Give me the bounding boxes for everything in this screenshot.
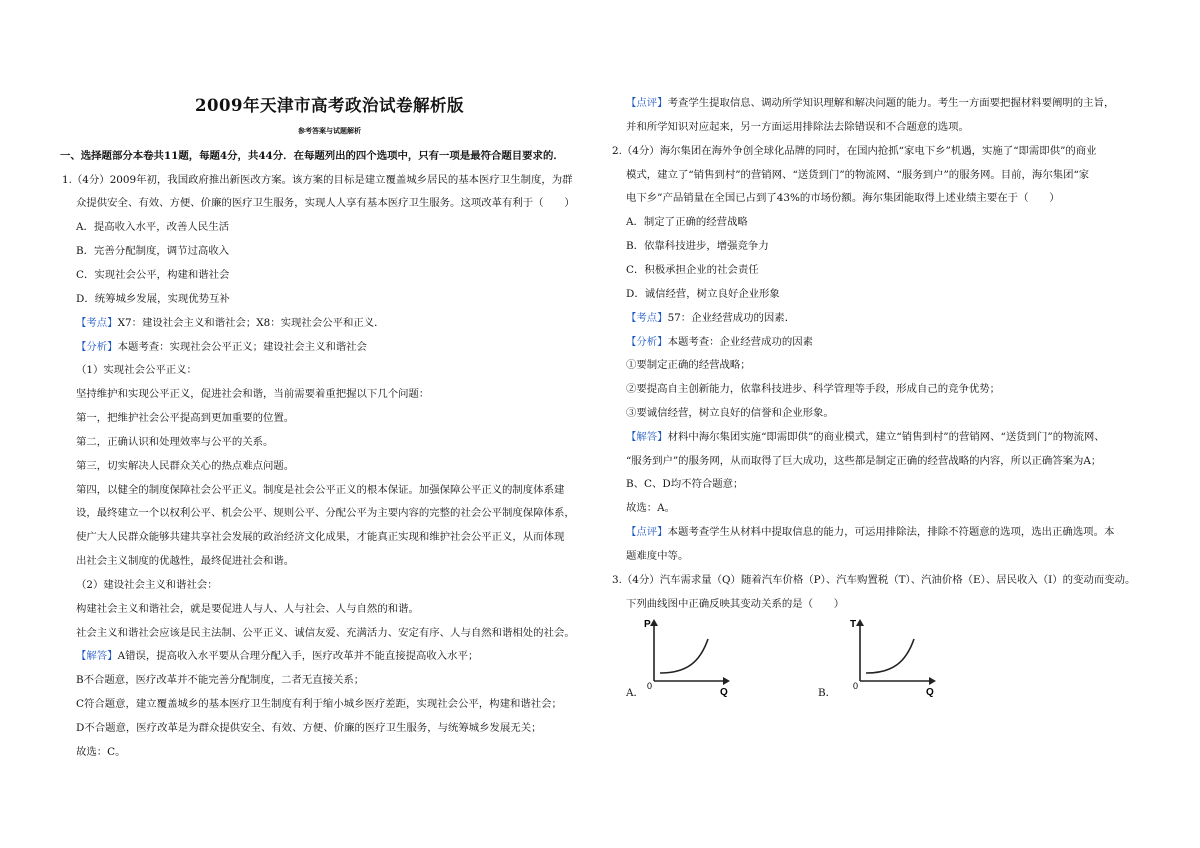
page-title: 2009年天津市高考政治试卷解析版 [195,96,464,115]
q3-graph-b [848,617,940,697]
kaodian-tag: 【考点】 [626,312,668,324]
dianping-text: 并和所学知识对应起来，另一方面运用排除法去除错误和不合题意的选项。 [626,121,969,133]
fenxi-text: 本题考查：实现社会公平正义；建设社会主义和谐社会 [117,341,367,353]
q1-jieda [62,649,478,663]
dianping-tag: 【点评】 [626,97,668,109]
jieda-line: D不合题意，医疗改革是为群众提供安全、有效、方便、价廉的医疗卫生服务，与统筹城乡发展无关； [76,722,542,734]
q2-stem: 电下乡”产品销量在全国已占到了43%的市场份额。海尔集团能取得上述业绩主要在于（ ） [626,192,1060,204]
analysis-line: 社会主义和谐社会应该是民主法制、公平正义、诚信友爱、充满活力、安定有序、人与自然和谐相处的社会。 [76,627,575,639]
q1-dianping [612,96,1114,110]
q2-stem: 模式，建立了“销售到村”的营销网、“送货到门”的物流网、“服务到户”的服务网。目前，海尔集团“家 [626,169,1090,181]
dianping-text: 本题考查学生从材料中提取信息的能力，可运用排除法，排除不符题意的选项，选出正确选项。本 [667,526,1115,538]
q3-option-b: B． [818,687,837,699]
x-axis-arrow [929,677,936,685]
section-heading: 一、选择题部分本卷共11题，每题4分，共44分．在每题列出的四个选项中，只有一项是最符合题目要求的． [60,150,564,162]
kaodian-text: 57：企业经营成功的因素． [667,312,796,324]
jieda-line: “服务到户”的服务网，从而取得了巨大成功，这些都是制定正确的经营战略的内容，所以正确答案为A； [626,455,1102,467]
y-axis-arrow [650,619,658,626]
analysis-line: 第一，把维护社会公平提高到更加重要的位置。 [76,412,295,424]
analysis-line: （2）建设社会主义和谐社会： [76,579,218,591]
analysis-line: 出社会主义制度的优越性，最终促进社会和谐。 [76,555,295,567]
q3-option-a: A． [626,687,644,699]
q1-fenxi [62,340,367,354]
y-axis-label: T [850,619,857,630]
q2-dianping [612,525,1114,539]
analysis-line: 坚持维护和实现公平正义，促进社会和谐，当前需要着重把握以下几个问题： [76,388,430,400]
x-axis-label: Q [926,687,934,697]
q1-option-a: A．提高收入水平，改善人民生活 [76,221,229,233]
q2-option-c: C．积极承担企业的社会责任 [626,264,759,276]
dianping-text: 题难度中等。 [626,550,689,562]
q1-option-d: D．统筹城乡发展，实现优势互补 [76,293,230,305]
analysis-line: 第四，以健全的制度保障社会公平正义。制度是社会公平正义的根本保证。加强保障公平正义的制度体系建 [76,484,565,496]
kaodian-tag: 【考点】 [76,317,118,329]
fenxi-tag: 【分析】 [626,336,668,348]
fenxi-tag: 【分析】 [76,341,118,353]
x-axis-arrow [723,677,730,685]
q2-fenxi [612,335,813,349]
jieda-text: 材料中海尔集团实施“即需即供”的商业模式，建立“销售到村”的营销网、“送货到门”的物流网、 [667,431,1105,443]
analysis-line: 构建社会主义和谐社会，就是要促进人与人、人与社会、人与自然的和谐。 [76,603,419,615]
jieda-line: B不合题意，医疗改革并不能完善分配制度，二者无直接关系； [76,674,365,686]
q1-option-b: B．完善分配制度，调节过高收入 [76,245,230,257]
analysis-line: 设，最终建立一个以权利公平、机会公平、规则公平、分配公平为主要内容的完整的社会公平制度保障体系， [76,507,575,519]
q2-jieda [612,430,1105,444]
x-axis-label: Q [720,687,728,697]
y-axis-arrow [856,619,864,626]
dianping-text: 考查学生提取信息、调动所学知识理解和解决问题的能力。考生一方面要把握材料要阐明的主旨， [667,97,1115,109]
q1-kaodian [62,316,385,330]
q2-option-a: A．制定了正确的经营战略 [626,216,748,228]
curve [866,639,914,673]
fenxi-text: 本题考查：企业经营成功的因素 [667,336,814,348]
analysis-point: ①要制定正确的经营战略； [626,359,751,371]
dianping-tag: 【点评】 [626,526,668,538]
origin-label: 0 [647,681,653,691]
q1-stem: 众提供安全、有效、方便、价廉的医疗卫生服务，实现人人享有基本医疗卫生服务。这项改革有利于（ ） [76,197,575,209]
q2-option-b: B．依靠科技进步，增强竞争力 [626,240,769,252]
q1-stem: 1.（4分）2009年初，我国政府推出新医改方案。该方案的目标是建立覆盖城乡居民的基本医疗卫生制度，为群 [62,174,573,186]
q1-answer: 故选：C。 [76,746,126,758]
jieda-tag: 【解答】 [626,431,668,443]
jieda-line: B、C、D均不符合题意； [626,478,744,490]
q3-stem: 下列曲线图中正确反映其变动关系的是（ ） [626,598,845,610]
q3-stem: 3.（4分）汽车需求量（Q）随着汽车价格（P）、汽车购置税（T）、汽油价格（E）、居民收入（I）的变动而变动。 [612,574,1136,586]
q2-kaodian [612,311,795,325]
curve [660,639,708,673]
q1-option-c: C．实现社会公平，构建和谐社会 [76,269,230,281]
analysis-line: 使广大人民群众能够共建共享社会发展的政治经济文化成果，才能真正实现和维护社会公平正义，从而体现 [76,531,565,543]
analysis-line: 第三，切实解决人民群众关心的热点难点问题。 [76,460,295,472]
y-axis-label: P [644,619,651,630]
q2-stem: 2.（4分）海尔集团在海外争创全球化品牌的同时，在国内抢抓“家电下乡”机遇，实施了“即需即供”的商业 [612,145,1097,157]
kaodian-text: X7：建设社会主义和谐社会；X8：实现社会公平和正义． [117,317,385,329]
q2-answer: 故选：A。 [626,502,676,514]
page-subtitle: 参考答案与试题解析 [298,126,361,135]
jieda-text: A错误，提高收入水平要从合理分配入手，医疗改革并不能直接提高收入水平； [117,650,479,662]
q3-graph-a [642,617,734,697]
analysis-line: 第二，正确认识和处理效率与公平的关系。 [76,436,274,448]
analysis-line: （1）实现社会公平正义： [76,364,197,376]
jieda-tag: 【解答】 [76,650,118,662]
jieda-line: C符合题意，建立覆盖城乡的基本医疗卫生制度有利于缩小城乡医疗差距，实现社会公平，构建和谐社会； [76,698,562,710]
origin-label: 0 [853,681,859,691]
analysis-point: ③要诚信经营，树立良好的信誉和企业形象。 [626,407,834,419]
analysis-point: ②要提高自主创新能力，依靠科技进步、科学管理等手段，形成自己的竞争优势； [626,383,1001,395]
q2-option-d: D．诚信经营，树立良好企业形象 [626,288,780,300]
